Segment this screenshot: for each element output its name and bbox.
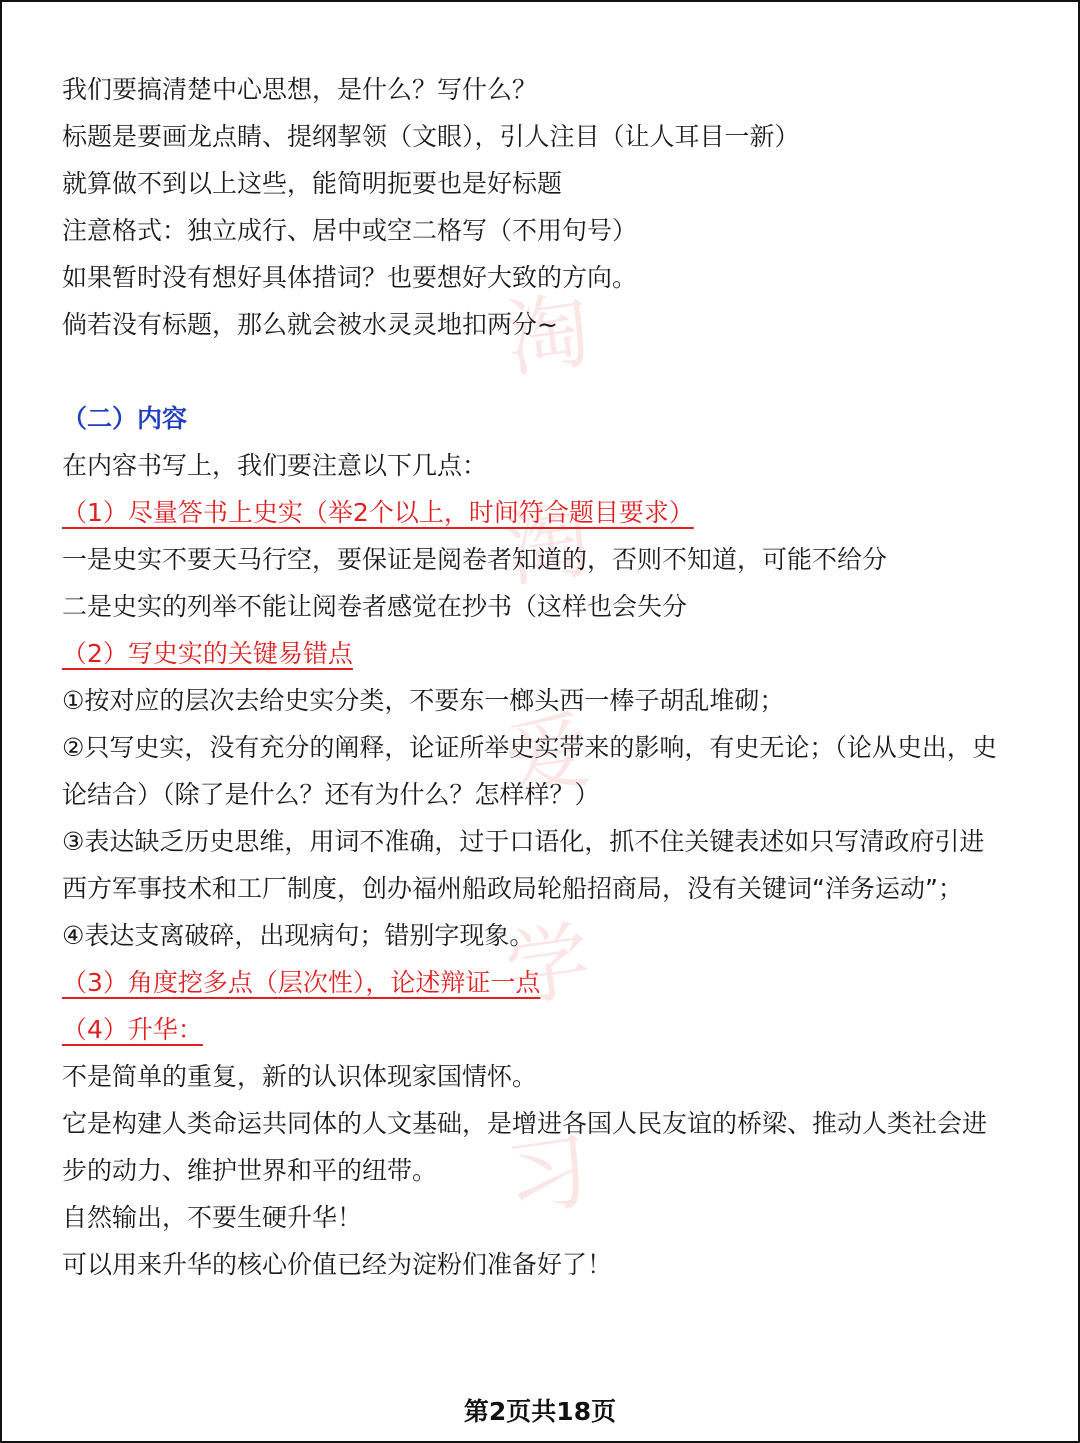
point-3 xyxy=(62,959,1007,1006)
point-1 xyxy=(62,489,1007,536)
section-heading: （二）内容 xyxy=(62,404,188,433)
document-body xyxy=(62,66,1007,1288)
spacer xyxy=(62,348,1007,395)
error-item: ②只写史实，没有充分的阐释，论证所举史实带来的影响，有史无论；（论从史出，史论结合）（除了是什么？还有为什么？怎样样？） xyxy=(62,733,997,809)
point-1-text: （1）尽量答书上史实（举2个以上，时间符合题目要求） xyxy=(62,498,694,527)
sublimation-line: 可以用来升华的核心价值已经为淀粉们准备好了！ xyxy=(62,1250,613,1279)
page-number: 第2页共18页 xyxy=(463,1397,617,1426)
point-2 xyxy=(62,630,1007,677)
section-lead: 在内容书写上，我们要注意以下几点： xyxy=(62,451,488,480)
error-item: ④表达支离破碎，出现病句；错别字现象。 xyxy=(62,921,535,950)
watermark-char: 爱 xyxy=(499,700,597,810)
watermark-char: 淘 xyxy=(499,490,597,600)
sublimation-line: 它是构建人类命运共同体的人文基础，是增进各国人民友谊的桥梁、推动人类社会进步的动力、维护世界和平的纽带。 xyxy=(62,1109,988,1185)
intro-line: 标题是要画龙点睛、提纲挈领（文眼），引人注目（让人耳目一新） xyxy=(62,122,800,151)
point-3-text: （3）角度挖多点（层次性），论述辩证一点 xyxy=(62,968,541,997)
error-item: ③表达缺乏历史思维，用词不准确，过于口语化，抓不住关键表述如只写清政府引进西方军事技术和工厂制度，创办福州船政局轮船招商局，没有关键词“洋务运动”； xyxy=(62,827,985,903)
intro-line: 就算做不到以上这些，能简明扼要也是好标题 xyxy=(62,169,563,198)
watermark-char: 淘 xyxy=(499,280,597,390)
watermark-char: 习 xyxy=(499,1120,597,1230)
error-item: ①按对应的层次去给史实分类，不要东一榔头西一棒子胡乱堆砌； xyxy=(62,686,785,715)
point-1-line: 二是史实的列举不能让阅卷者感觉在抄书（这样也会失分 xyxy=(62,592,688,621)
intro-line: 注意格式：独立成行、居中或空二格写（不用句号） xyxy=(62,216,638,245)
intro-line: 我们要搞清楚中心思想，是什么？写什么？ xyxy=(62,75,538,104)
point-1-line: 一是史实不要天马行空，要保证是阅卷者知道的，否则不知道，可能不给分 xyxy=(62,545,888,574)
sublimation-line: 不是简单的重复，新的认识体现家国情怀。 xyxy=(62,1062,538,1091)
sublimation-line: 自然输出，不要生硬升华！ xyxy=(62,1203,363,1232)
intro-line: 如果暂时没有想好具体措词？也要想好大致的方向。 xyxy=(62,263,638,292)
point-2-text: （2）写史实的关键易错点 xyxy=(62,639,353,668)
point-4 xyxy=(62,1006,1007,1053)
intro-line: 倘若没有标题，那么就会被水灵灵地扣两分~ xyxy=(62,310,558,339)
watermark-char: 学 xyxy=(499,910,597,1020)
point-4-text: （4）升华： xyxy=(62,1015,203,1044)
